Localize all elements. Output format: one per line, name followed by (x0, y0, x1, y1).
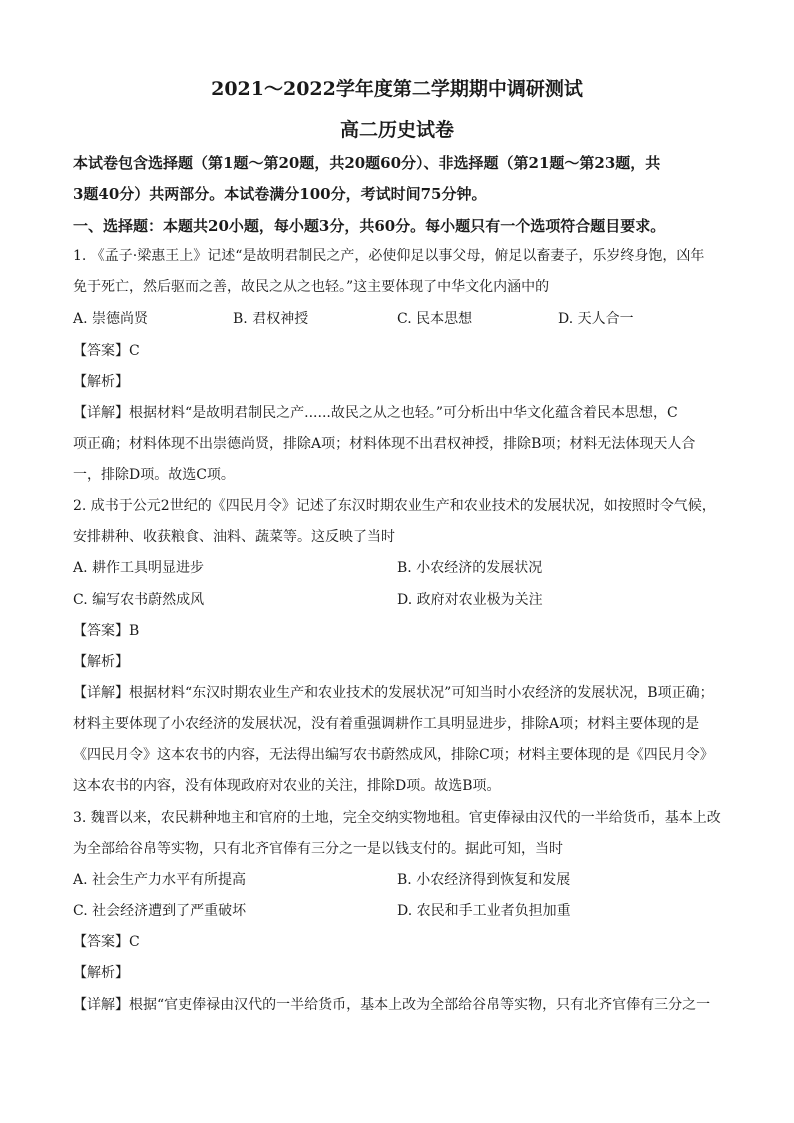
q2-option-a: A. 耕作工具明显进步 (73, 560, 205, 576)
q2-detail-line-2: 材料主要体现了小农经济的发展状况，没有着重强调耕作工具明显进步，排除A项；材料主要体现的是 (73, 716, 700, 732)
q2-option-c: C. 编写农书蔚然成风 (73, 592, 205, 608)
q1-option-d: D. 天人合一 (558, 311, 634, 327)
q2-detail-line-1: 【详解】根据材料“东汉时期农业生产和农业技术的发展状况”可知当时小农经济的发展状况，B项正确； (73, 685, 714, 701)
q2-detail-line-4: 这本农书的内容，没有体现政府对农业的关注，排除D项。故选B项。 (73, 778, 501, 794)
q1-detail-line-2: 项正确；材料体现不出崇德尚贤，排除A项；材料体现不出君权神授，排除B项；材料无法体现天人合 (73, 436, 696, 452)
q2-option-b: B. 小农经济的发展状况 (397, 560, 543, 576)
q1-option-a: A. 崇德尚贤 (73, 311, 149, 327)
q1-detail-line-3: 一，排除D项。故选C项。 (73, 467, 235, 483)
q1-stem-line-1: 1. 《孟子·梁惠王上》记述“是故明君制民之产，必使仰足以事父母，俯足以畜妻子，乐岁终身饱，凶年 (73, 248, 705, 264)
q3-option-a: A. 社会生产力水平有所提高 (73, 872, 247, 888)
section-heading: 一、选择题：本题共20小题，每小题3分，共60分。每小题只有一个选项符合题目要求。 (73, 217, 666, 235)
q3-answer: 【答案】C (73, 934, 140, 950)
intro-line-2: 3题40分）共两部分。本试卷满分100分，考试时间75分钟。 (73, 185, 487, 203)
q2-option-d: D. 政府对农业极为关注 (397, 592, 543, 608)
q1-option-c: C. 民本思想 (397, 311, 473, 327)
q3-stem-line-2: 为全部给谷帛等实物，只有北齐官俸有三分之一是以钱支付的。据此可知，当时 (73, 841, 563, 857)
q3-option-b: B. 小农经济得到恢复和发展 (397, 872, 571, 888)
q1-analysis-label: 【解析】 (73, 374, 129, 390)
q3-detail-line-1: 【详解】根据“官吏俸禄由汉代的一半给货币，基本上改为全部给谷帛等实物，只有北齐官俸有三分之一 (73, 997, 711, 1013)
exam-subtitle: 高二历史试卷 (339, 119, 454, 141)
q2-stem-line-1: 2. 成书于公元2世纪的《四民月令》记述了东汉时期农业生产和农业技术的发展状况，如按照时令气候， (73, 498, 716, 514)
q3-analysis-label: 【解析】 (73, 965, 129, 981)
q3-option-c: C. 社会经济遭到了严重破坏 (73, 903, 247, 919)
q1-answer: 【答案】C (73, 343, 140, 359)
q1-detail-line-1: 【详解】根据材料“是故明君制民之产......故民之从之也轻。”可分析出中华文化蕴含着民本思想，C (73, 405, 678, 421)
q2-analysis-label: 【解析】 (73, 654, 129, 670)
q3-stem-line-1: 3. 魏晋以来，农民耕种地主和官府的土地，完全交纳实物地租。官吏俸禄由汉代的一半给货币，基本上改 (73, 810, 721, 826)
q2-answer: 【答案】B (73, 623, 140, 639)
q1-stem-line-2: 免于死亡，然后驱而之善，故民之从之也轻。”这主要体现了中华文化内涵中的 (73, 279, 550, 295)
exam-title: 2021～2022学年度第二学期期中调研测试 (211, 78, 583, 100)
q2-detail-line-3: 《四民月令》这本农书的内容，无法得出编写农书蔚然成风，排除C项；材料主要体现的是《四民月令》 (73, 747, 714, 763)
q1-option-b: B. 君权神授 (233, 311, 309, 327)
q2-stem-line-2: 安排耕种、收获粮食、油料、蔬菜等。这反映了当时 (73, 529, 395, 545)
q3-option-d: D. 农民和手工业者负担加重 (397, 903, 571, 919)
intro-line-1: 本试卷包含选择题（第1题～第20题，共20题60分）、非选择题（第21题～第23题，共 (73, 154, 661, 172)
